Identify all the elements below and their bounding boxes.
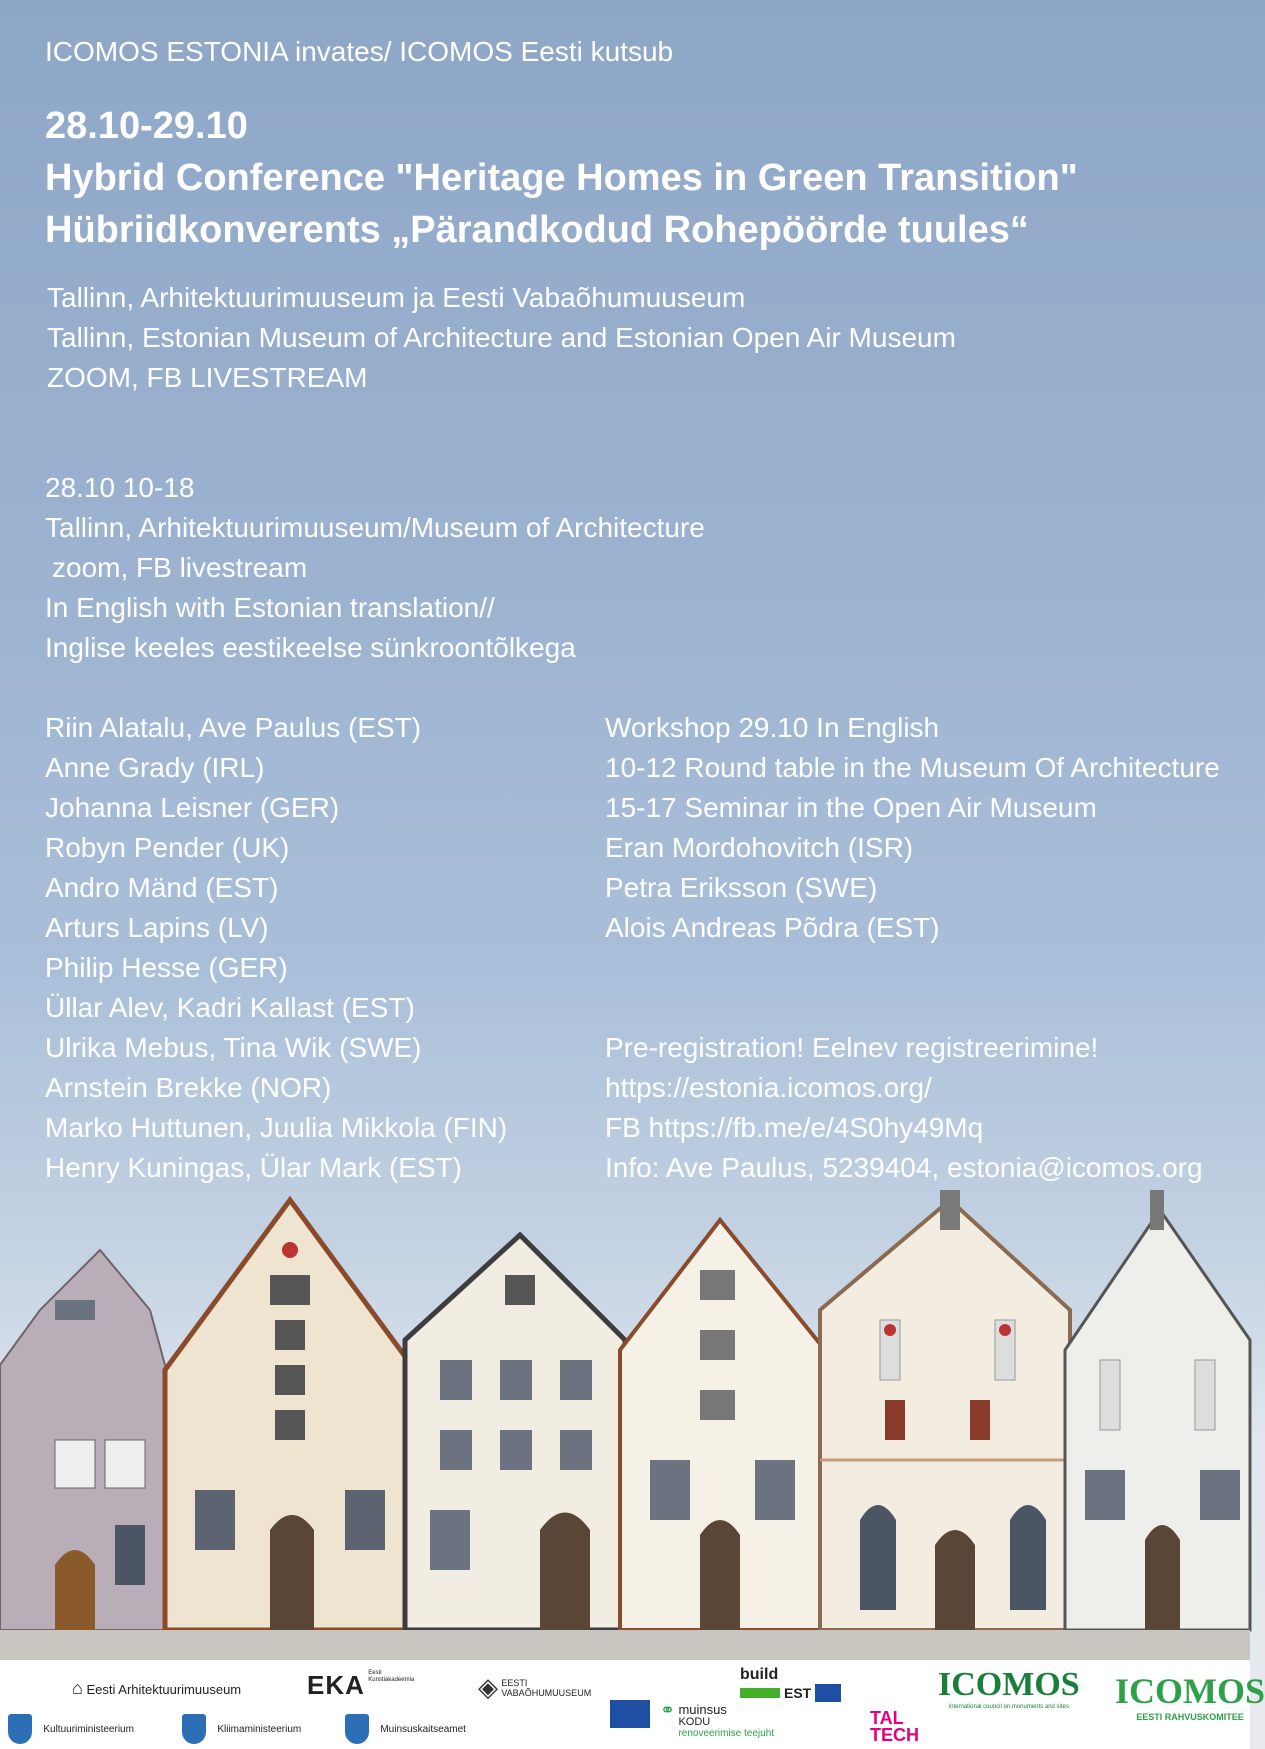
- coat-of-arms-icon: [345, 1714, 369, 1744]
- coat-of-arms-icon: [182, 1714, 206, 1744]
- icomos-logo: ICOMOS international council on monuments and sites: [938, 1666, 1080, 1710]
- speakers-list: [45, 708, 507, 1188]
- house-5: [820, 1190, 1070, 1630]
- arch-icon: ⌂: [72, 1678, 83, 1698]
- speaker-item: Ulrika Mebus, Tina Wik (SWE): [45, 1032, 422, 1063]
- registration-block: [605, 1028, 1203, 1188]
- day1-line: zoom, FB livestream: [52, 552, 308, 583]
- speaker-item: Johanna Leisner (GER): [45, 792, 340, 823]
- speaker-item: Arturs Lapins (LV): [45, 912, 269, 943]
- kliimaministeerium-logo: Kliimaministeerium: [182, 1714, 301, 1744]
- contact-info: Info: Ave Paulus, 5239404, estonia@icomos.org: [605, 1152, 1203, 1183]
- chain-icon: ⚭: [660, 1700, 676, 1720]
- house-1: [0, 1250, 165, 1630]
- facebook-link[interactable]: FB https://fb.me/e/4S0hy49Mq: [605, 1112, 984, 1143]
- speaker-item: Henry Kuningas, Ülar Mark (EST): [45, 1152, 463, 1183]
- day1-line: 28.10 10-18: [45, 472, 195, 503]
- venue-block: [47, 278, 956, 398]
- speaker-item: Andro Mänd (EST): [45, 872, 279, 903]
- speaker-item: Robyn Pender (UK): [45, 832, 290, 863]
- workshop-line: Petra Eriksson (SWE): [605, 872, 878, 903]
- speaker-item: Riin Alatalu, Ave Paulus (EST): [45, 712, 422, 743]
- venue-line: ZOOM, FB LIVESTREAM: [47, 362, 368, 393]
- house-6: [1065, 1190, 1250, 1630]
- sponsor-logos-bar: [0, 1660, 1265, 1749]
- speaker-item: Philip Hesse (GER): [45, 952, 288, 983]
- day1-line: Inglise keeles eestikeelse sünkroontõlkega: [45, 632, 576, 663]
- speaker-item: Anne Grady (IRL): [45, 752, 265, 783]
- house-4: [620, 1220, 825, 1630]
- speaker-item: Marko Huttunen, Juulia Mikkola (FIN): [45, 1112, 508, 1143]
- taltech-logo: TAL TECH: [870, 1708, 919, 1745]
- house-2: [165, 1200, 415, 1630]
- speaker-item: Arnstein Brekke (NOR): [45, 1072, 332, 1103]
- day1-line: Tallinn, Arhitektuurimuuseum/Museum of Architecture: [45, 512, 705, 543]
- workshop-line: 15-17 Seminar in the Open Air Museum: [605, 792, 1097, 823]
- eu-flag-logo: [610, 1700, 650, 1731]
- eka-logo: EKA Eesti Kunstiakadeemia: [307, 1670, 415, 1700]
- buildest-logo: build EST: [740, 1666, 841, 1702]
- event-title-et: Hübriidkonverents „Pärandkodud Rohepöörde tuules“: [45, 209, 1029, 251]
- venue-line: Tallinn, Arhitektuurimuuseum ja Eesti Vabaõhumuuseum: [47, 282, 746, 313]
- day1-line: In English with Estonian translation//: [45, 592, 495, 623]
- workshop-line: Eran Mordohovitch (ISR): [605, 832, 914, 863]
- historic-houses-image: [0, 1190, 1250, 1650]
- museum-mark-icon: ◈: [478, 1672, 498, 1702]
- coat-of-arms-icon: [8, 1714, 32, 1744]
- workshop-line: Alois Andreas Põdra (EST): [605, 912, 940, 943]
- event-title-en: Hybrid Conference "Heritage Homes in Green Transition": [45, 157, 1078, 199]
- website-link[interactable]: https://estonia.icomos.org/: [605, 1072, 932, 1103]
- arhitektuurimuuseum-logo: ⌂ Eesti Arhitektuurimuuseum: [72, 1678, 242, 1698]
- eu-flag-icon: [610, 1700, 650, 1728]
- house-3: [405, 1235, 625, 1630]
- vabaohumuuseum-logo: ◈ EESTI VABAÕHUMUUSEUM: [478, 1672, 592, 1702]
- invite-line: ICOMOS ESTONIA invates/ ICOMOS Eesti kutsub: [45, 36, 674, 67]
- kultuuriministeerium-logo: Kultuuriministeerium: [8, 1714, 134, 1744]
- speaker-item: Üllar Alev, Kadri Kallast (EST): [45, 992, 415, 1023]
- workshop-block: [605, 708, 1220, 948]
- workshop-line: 10-12 Round table in the Museum Of Architecture: [605, 752, 1220, 783]
- cobblestone-ground: [0, 1630, 1250, 1660]
- day1-block: [45, 468, 705, 668]
- workshop-line: Workshop 29.10 In English: [605, 712, 940, 743]
- green-bar-icon: [740, 1688, 780, 1698]
- muinsuskaitseamet-logo: Muinsuskaitseamet: [345, 1714, 466, 1744]
- registration-note: Pre-registration! Eelnev registreerimine!: [605, 1032, 1099, 1063]
- icomos-estonia-logo: ICOMOS EESTI RAHVUSKOMITEE: [1115, 1671, 1265, 1722]
- muinsuskodu-logo: ⚭ muinsus KODU renoveerimise teejuht: [660, 1700, 775, 1739]
- venue-line: Tallinn, Estonian Museum of Architecture and Estonian Open Air Museum: [47, 322, 956, 353]
- event-dates: 28.10-29.10: [45, 105, 248, 147]
- eu-flag-icon: [815, 1684, 841, 1702]
- headline: [45, 100, 1078, 256]
